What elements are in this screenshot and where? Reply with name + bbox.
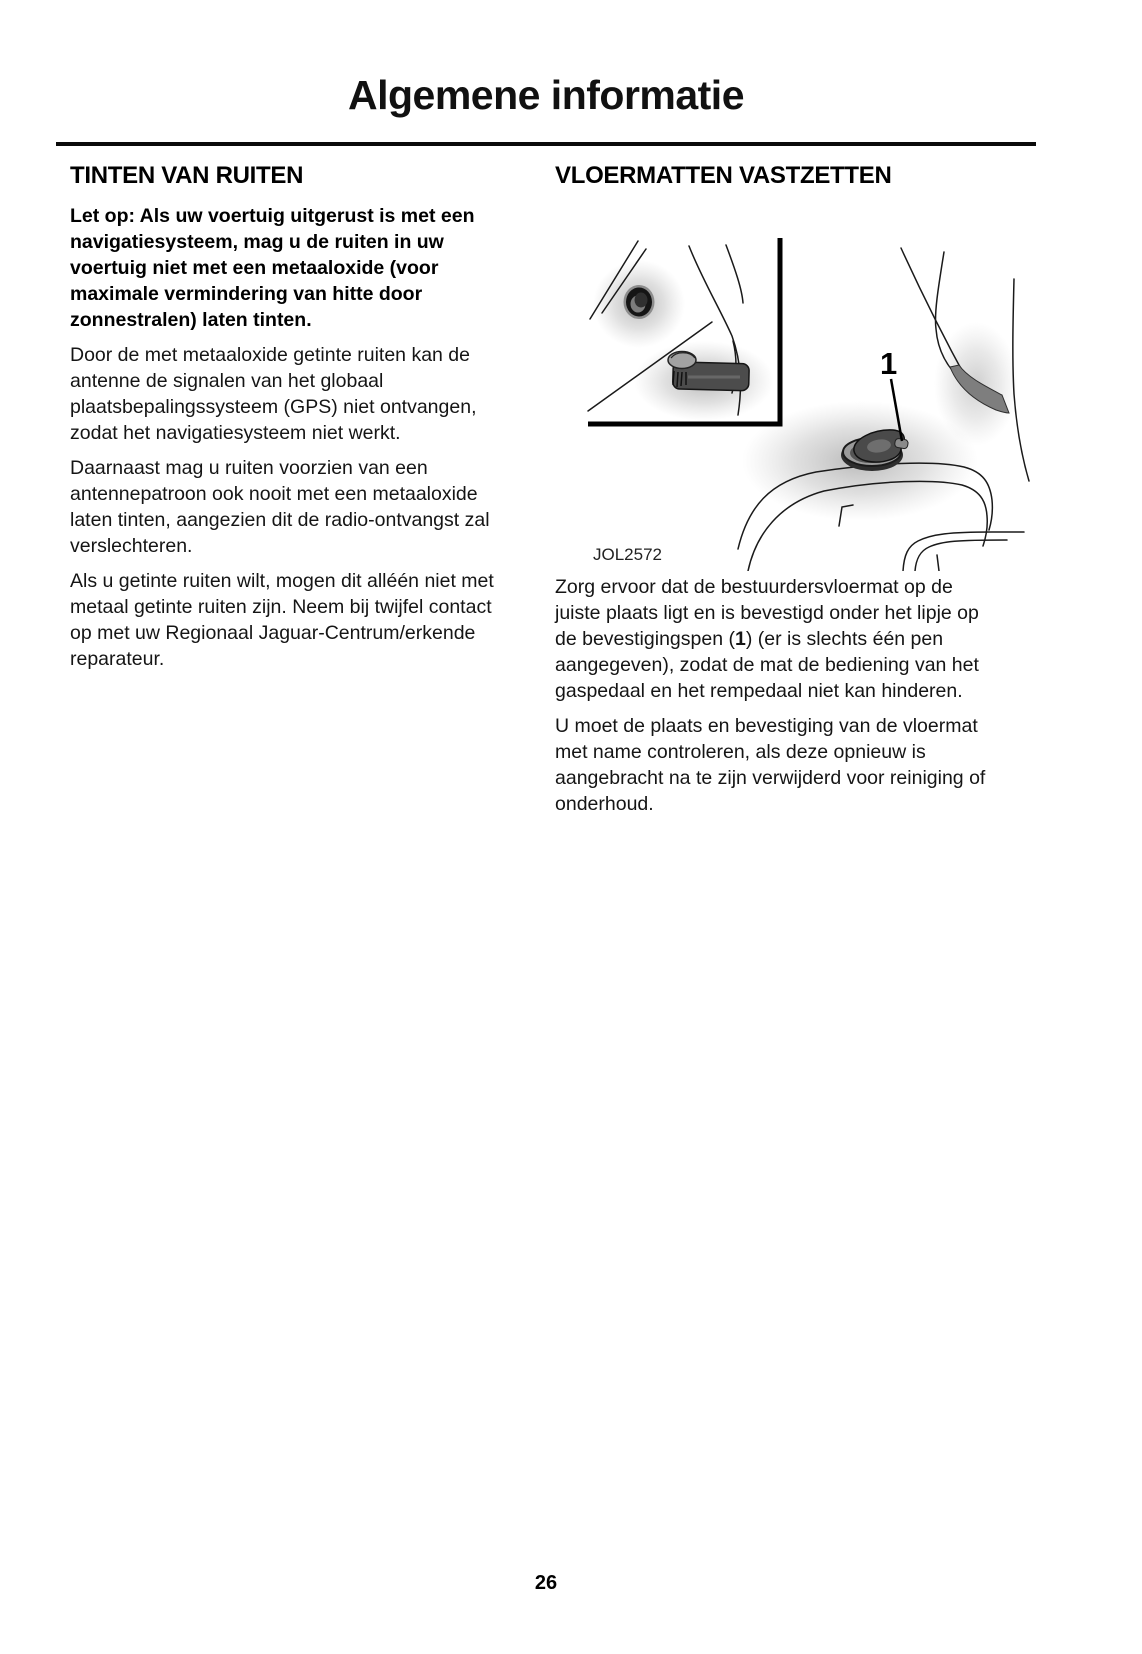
callout-1-label: 1 <box>880 346 898 381</box>
paragraph <box>555 574 995 704</box>
figure-caption: JOL2572 <box>593 545 662 564</box>
page-number: 26 <box>534 1572 558 1594</box>
floor-mat-figure <box>555 219 1043 571</box>
paragraph: U moet de plaats en bevestiging van de vloermat met name controleren, als deze opnieuw is aangebracht na te zijn verwijderd voor reiniging of onderhoud. <box>555 715 986 815</box>
paragraph: Door de met metaaloxide getinte ruiten kan de antenne de signalen van het globaal plaatsbepalingssysteem (GPS) niet ontvangen, zodat het navigatiesysteem niet werkt. <box>70 344 477 444</box>
paragraph-text: Zorg ervoor dat de bestuurdersvloermat op de juiste plaats ligt en is bevestigd onder het lipje op de bevestigingspen ( <box>555 576 979 650</box>
paragraph: Daarnaast mag u ruiten voorzien van een antennepatroon ook nooit met een metaaloxide laten tinten, aangezien dit de radio-ontvangst zal verslechteren. <box>70 457 490 557</box>
page-title: Algemene informatie <box>347 72 745 118</box>
title-divider <box>56 142 1036 146</box>
note-paragraph: Let op: Als uw voertuig uitgerust is met een navigatiesysteem, mag u de ruiten in uw voertuig niet met een metaaloxide (voor maximale vermindering van hitte door zonnestralen) laten tinten. <box>70 205 475 331</box>
right-column <box>555 162 995 826</box>
paragraph-text: ) (er is slechts één pen aangegeven), zodat de mat de bediening van het gaspedaal en het rempedaal niet kan hinderen. <box>555 628 979 702</box>
callout-reference: 1 <box>734 628 746 650</box>
section-heading-floor-mats: VLOERMATTEN VASTZETTEN <box>555 162 892 189</box>
left-column <box>70 162 510 681</box>
section-heading-window-tinting: TINTEN VAN RUITEN <box>70 162 304 189</box>
inset-grommet <box>624 285 655 319</box>
paragraph: Als u getinte ruiten wilt, mogen dit alléén niet met metaal getinte ruiten zijn. Neem bij twijfel contact op met uw Regionaal Jaguar-Centrum/erkende reparateur. <box>70 570 494 670</box>
floor-mat-illustration <box>552 219 1040 571</box>
